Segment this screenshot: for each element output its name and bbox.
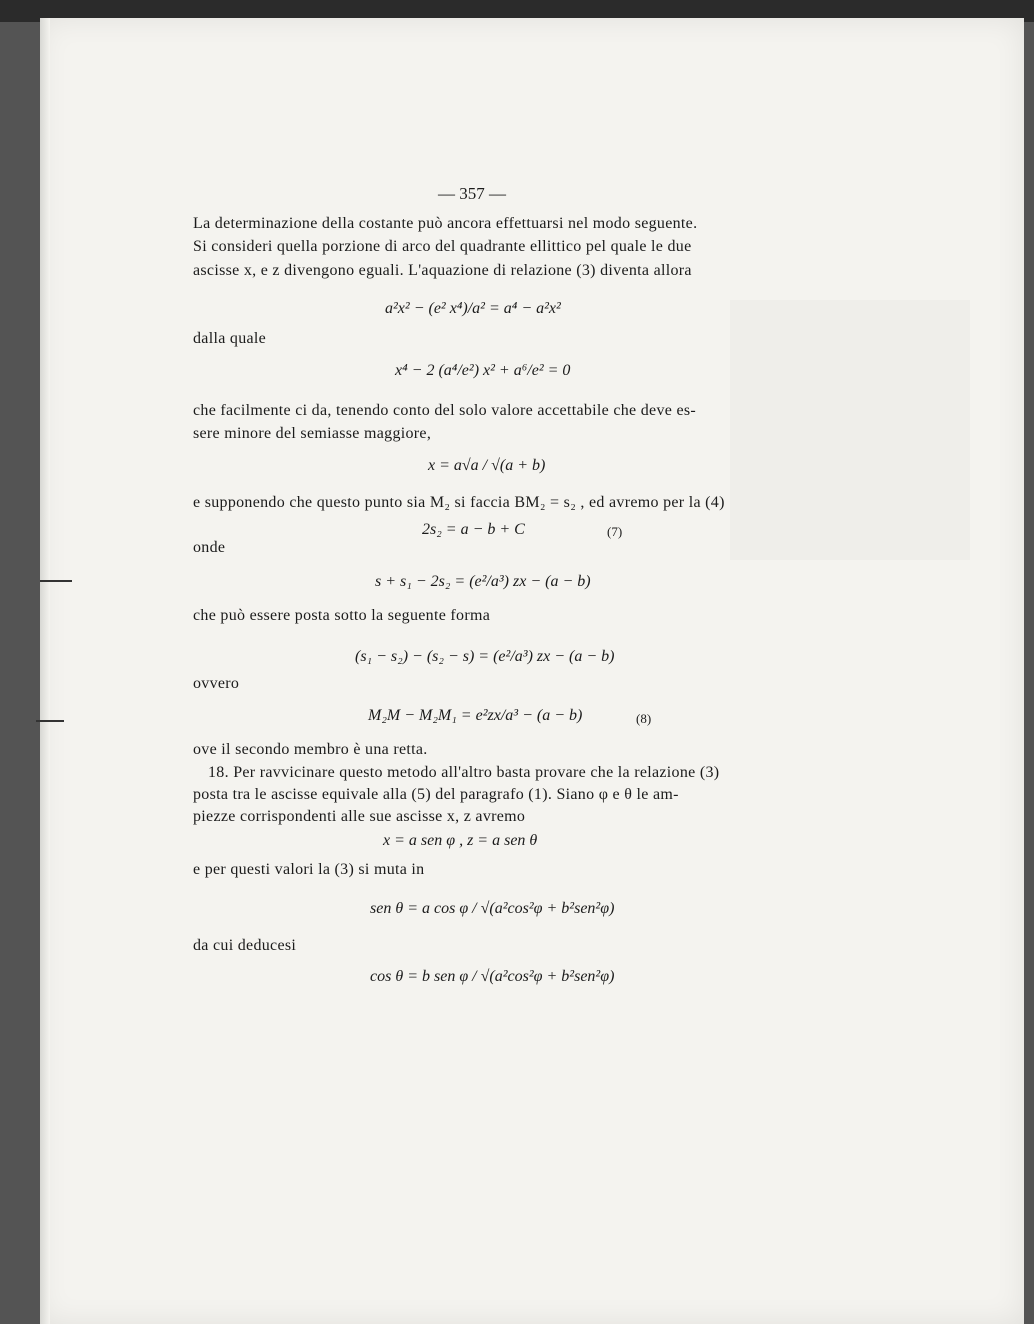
text-line: piezze corrispondenti alle sue ascisse x, z avremo	[193, 808, 526, 825]
equation: x = a sen φ , z = a sen θ	[383, 832, 538, 849]
text-line: posta tra le ascisse equivale alla (5) del paragrafo (1). Siano φ e θ le am-	[193, 786, 679, 803]
equation: M₂M − M₂M₁ = e²zx/a³ − (a − b)	[368, 707, 583, 724]
equation: cos θ = b sen φ / √(a²cos²φ + b²sen²φ)	[370, 968, 615, 985]
margin-mark	[36, 720, 64, 722]
text-line: che può essere posta sotto la seguente forma	[193, 607, 491, 624]
equation: x = a√a / √(a + b)	[428, 457, 546, 474]
text-line: che facilmente ci da, tenendo conto del solo valore accettabile che deve es-	[193, 402, 697, 419]
page-gutter-shadow	[40, 18, 50, 1324]
margin-mark	[40, 580, 72, 582]
section-start-line: 18. Per ravvicinare questo metodo all'altro basta provare che la relazione (3)	[208, 764, 720, 781]
equation-number: (7)	[607, 524, 623, 539]
equation: 2s₂ = a − b + C	[422, 521, 525, 538]
equation: (s₁ − s₂) − (s₂ − s) = (e²/a³) zx − (a − b)	[355, 648, 615, 665]
text-line: dalla quale	[193, 330, 267, 347]
text-line: ove il secondo membro è una retta.	[193, 741, 428, 758]
text-line: e per questi valori la (3) si muta in	[193, 861, 425, 878]
equation: sen θ = a cos φ / √(a²cos²φ + b²sen²φ)	[370, 900, 615, 917]
text-line: Si consideri quella porzione di arco del quadrante ellittico pel quale le due	[193, 238, 692, 255]
text-line: sere minore del semiasse maggiore,	[193, 425, 432, 442]
text-line: ascisse x, e z divengono eguali. L'aquazione di relazione (3) diventa allora	[193, 262, 692, 279]
text-line: da cui deducesi	[193, 937, 297, 954]
text-line: ovvero	[193, 675, 240, 692]
equation: a²x² − (e² x⁴)/a² = a⁴ − a²x²	[385, 300, 561, 317]
text-line: La determinazione della costante può ancora effettuarsi nel modo seguente.	[193, 215, 698, 232]
equation: s + s₁ − 2s₂ = (e²/a³) zx − (a − b)	[375, 573, 591, 590]
text-line: e supponendo che questo punto sia M₂ si faccia BM₂ = s₂ , ed avremo per la (4)	[193, 494, 725, 511]
book-page	[40, 18, 1024, 1324]
text-line: onde	[193, 539, 226, 556]
bleed-through-area	[730, 300, 970, 560]
equation: x⁴ − 2 (a⁴/e²) x² + a⁶/e² = 0	[395, 362, 571, 379]
page-number: — 357 —	[438, 184, 506, 203]
equation-number: (8)	[636, 711, 652, 726]
